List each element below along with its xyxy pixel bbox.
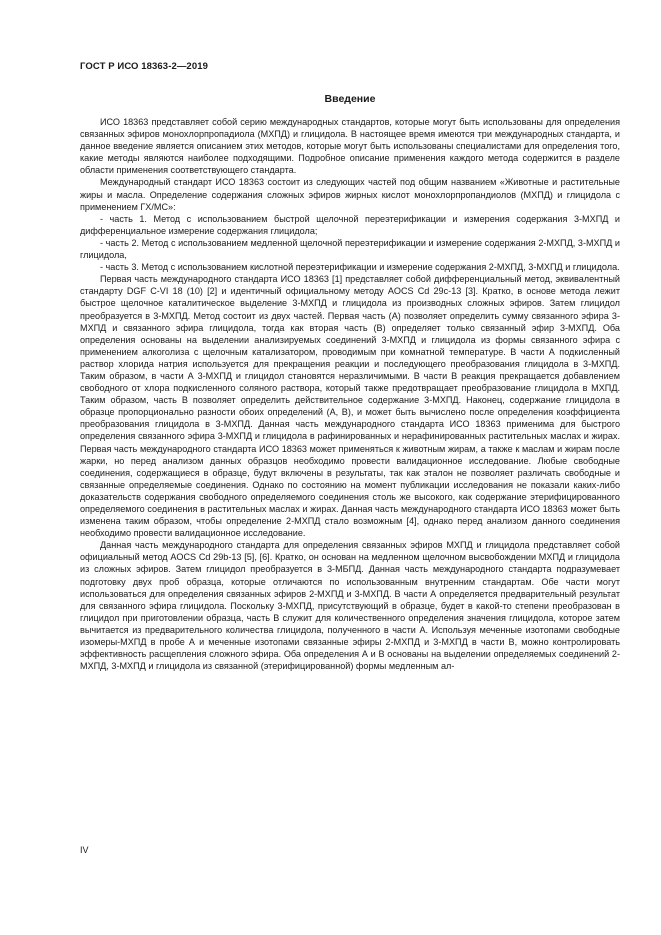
list-item-part-2: - часть 2. Метод с использованием медленной щелочной переэтерификации и измерение содержания 2-МХПД, 3-МХПД и глицидола,: [80, 237, 620, 261]
paragraph-part-2-description: Данная часть международного стандарта для определения связанных эфиров МХПД и глицидола представляет собой официальный метод AOCS Cd 29b-13 [5], [6]. Кратко, он основан на медленном щелочном высвобождении МХПД и глицидола из сложных эфиров. Затем глицидол преобразуется в 3-МБПД. Данная часть международного стандарта подразумевает подготовку двух проб образца, которые отличаются по использованным внутренним стандартам. Обе части могут использоваться для определения связанных эфиров 2-МХПД и 3-МХПД. В части А определяется предварительный результат для связанного эфира глицидола. Поскольку 3-МХПД, присутствующий в образце, будет в какой-то степени преобразован в глицидол при приготовлении образца, часть В служит для количественного определения значения глицидола, которое затем вычитается из предварительного количества глицидола, полученного в части А. Используя меченные изотопами свободные изомеры-МХПД в пробе А и меченные изотопами связанные эфиры 2-МХПД и 3-МХПД в части В, можно контролировать эффективность расщепления сложного эфира. Оба определения А и В основаны на выделении определяемых соединений 2-МХПД, 3-МХПД и глицидола из связанной (этерифицированной) формы медленным ал-: [80, 540, 620, 672]
document-header: ГОСТ Р ИСО 18363-2—2019: [80, 61, 208, 72]
section-title: Введение: [324, 93, 376, 105]
paragraph-part-1-description: Первая часть международного стандарта ИСО 18363 [1] представляет собой дифференциальный метод, эквивалентный стандарту DGF C-VI 18 (10) [2] и идентичный официальному методу AOCS Cd 29c-13 [3]. Кратко, в основе метода лежит быстрое щелочное каталитическое выделение 3-МХПД и глицидола из производных сложных эфиров. Затем глицидол преобразуется в 3-МХПД. Метод состоит из двух частей. Первая часть (А) позволяет определить сумму связанного эфира 3-МХПД и связанного эфира глицидола, тогда как вторая часть (В) определяет только связанный эфир 3-МХПД. Оба определения основаны на выделении анализируемых соединений 3-МХПД и глицидола из формы связанного эфира с применением алкоголиза с щелочным катализатором, проводимым при комнатной температуре. В части А подкисленный раствор хлорида натрия используется для прекращения реакции и последующего преобразования глицидола в 3-МХПД. Таким образом, в части А 3-МХПД и глицидол становятся неразличимыми. В части В реакция прекращается добавлением свободного от хлора подкисленного соляного раствора, который также предотвращает преобразование глицидола в МХПД. Таким образом, часть В позволяет определить действительное содержание 3-МХПД. Наконец, содержание глицидола в образце пропорционально разности обоих определений (А, В), и может быть вычислено после определения коэффициента преобразования глицидола в 3-МХПД. Данная часть международного стандарта ИСО 18363 применима для быстрого определения связанного эфира 3-МХПД и глицидола в рафинированных и нерафинированных растительных маслах и жирах. Первая часть международного стандарта ИСО 18363 может применяться к животным жирам, а также к маслам и жирам после жарки, но перед анализом данных образцов необходимо провести валидационное исследование. Любые свободные соединения, содержащиеся в образце, будут включены в результаты, так как эталон не позволяет различать свободные и связанные определяемые соединения. Однако по состоянию на момент публикации исследования не показали каких-либо доказательств содержания свободного определяемого соединения столь же высокого, как содержание этерифицированного определяемого соединения в растительных маслах и жирах. Данная часть международного стандарта ИСО 18363 может быть изменена таким образом, чтобы определение 2-МХПД стало возможным [4], однако перед анализом данного соединения необходимо провести валидационное исследование.: [80, 274, 620, 539]
body-text: [80, 116, 620, 672]
paragraph-parts-overview: Международный стандарт ИСО 18363 состоит из следующих частей под общим названием «Животные и растительные жиры и масла. Определение содержания сложных эфиров жирных кислот монохлорпропандиолов (МХПД) и глицидола с применением ГХ/МС»:: [80, 177, 620, 212]
paragraph-intro: ИСО 18363 представляет собой серию международных стандартов, которые могут быть использованы для определения связанных эфиров монохлорпропадиола (МХПД) и глицидола. В настоящее время имеются три международных стандарта, и данное введение является описанием этих методов, которые могут быть использованы специалистами для определения того, какие методы являются наиболее подходящими. Подробное описание применения каждого метода содержится в разделе области применения соответствующего стандарта.: [80, 117, 620, 176]
page-number: IV: [80, 845, 89, 855]
list-item-part-3: - часть 3. Метод с использованием кислотной переэтерификации и измерение содержания 2-МХПД, 3-МХПД и глицидола.: [100, 262, 620, 273]
list-item-part-1: - часть 1. Метод с использованием быстрой щелочной переэтерификации и измерения содержания 3-МХПД и дифференциальное измерение содержания глицидола;: [80, 213, 620, 236]
